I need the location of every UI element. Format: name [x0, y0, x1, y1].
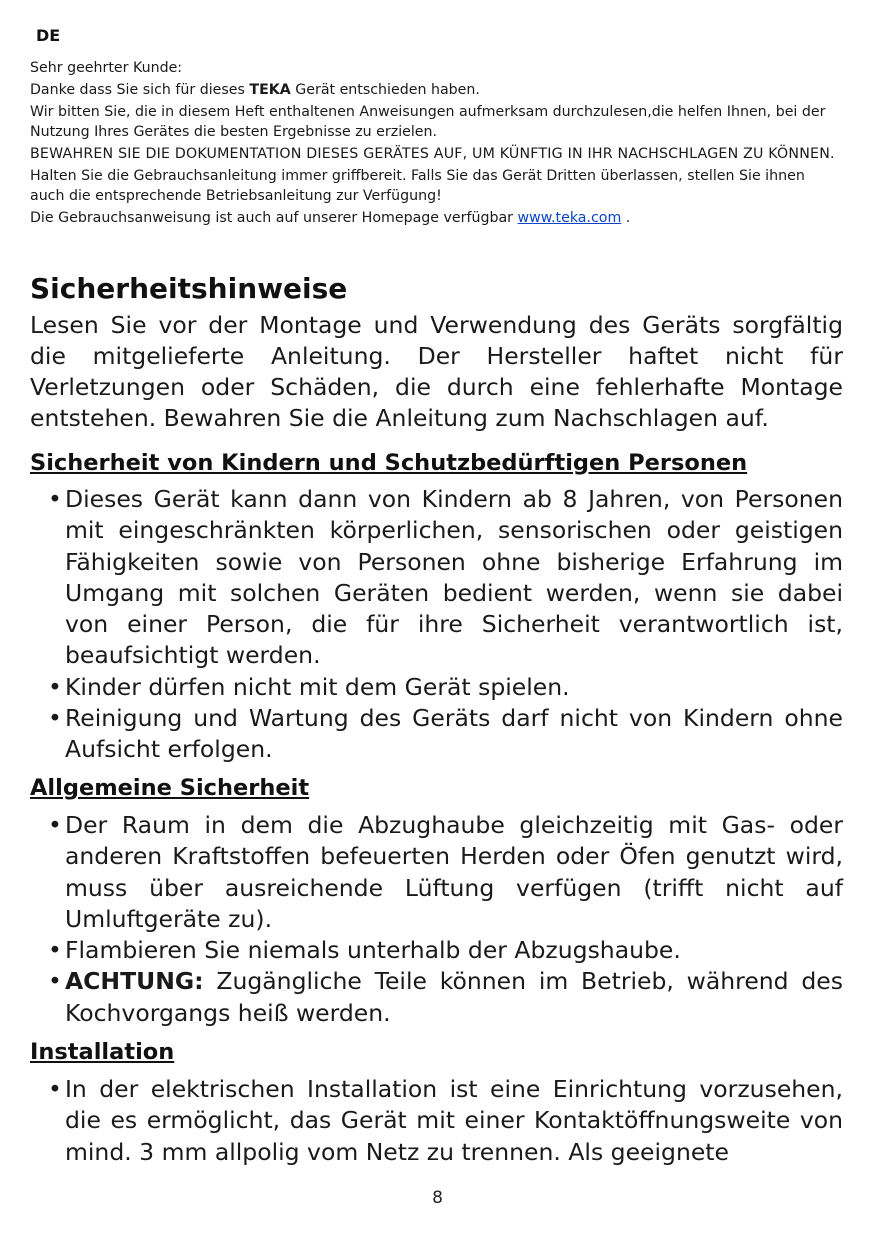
general-list — [30, 810, 843, 1029]
list-item — [30, 484, 843, 672]
homepage-post: . — [621, 210, 631, 226]
bullet: • — [48, 1075, 62, 1103]
list-item-text: Kinder dürfen nicht mit dem Gerät spielen. — [65, 672, 570, 701]
thanks-post: Gerät entschieden haben. — [290, 82, 480, 98]
list-item-text: Dieses Gerät kann dann von Kindern ab 8 Jahren, von Personen mit eingeschränkten körperlichen, sensorischen oder geistigen Fähigkeiten sowie von Personen ohne bisherige Erfahrung im Umgang mit solchen Geräten bedient werden, wenn sie dabei von einer Person, die für ihre Sicherheit verantwortlich ist, beaufsichtigt werden. — [65, 485, 843, 670]
list-item — [30, 966, 843, 1029]
brand-name: TEKA — [249, 82, 291, 98]
bullet: • — [48, 704, 62, 733]
bullet: • — [48, 485, 62, 513]
section-title-installation: Installation — [30, 1039, 175, 1065]
list-item-text: Der Raum in dem die Abzughaube gleichzeitig mit Gas- oder anderen Kraftstoffen befeuerten Herden oder Öfen genutzt wird, muss über ausreichende Lüftung verfügen (trifft nicht auf Umluftgeräte zu). — [65, 811, 843, 933]
list-item — [30, 672, 843, 703]
bullet: • — [48, 967, 62, 996]
section-title-children: Sicherheit von Kindern und Schutzbedürftigen Personen — [30, 450, 748, 476]
intro-block — [30, 58, 843, 230]
language-code: DE — [36, 26, 61, 45]
homepage-link[interactable]: www.teka.com — [517, 210, 622, 226]
bullet: • — [48, 811, 62, 839]
warning-text: Zugängliche Teile können im Betrieb, während des Kochvorgangs heiß werden. — [65, 967, 843, 1027]
bullet: • — [48, 672, 62, 701]
thanks-pre: Danke dass Sie sich für dieses — [30, 82, 250, 98]
read-instructions: Wir bitten Sie, die in diesem Heft enthaltenen Anweisungen aufmerksam durchzulesen,die helfen Ihnen, bei der Nutzung Ihres Gerätes die besten Ergebnisse zu erzielen. — [30, 104, 826, 140]
greeting: Sehr geehrter Kunde: — [30, 60, 183, 76]
list-item — [30, 703, 843, 766]
safety-title: Sicherheitshinweise — [30, 272, 348, 305]
page-number: 8 — [432, 1188, 443, 1208]
list-item — [30, 810, 843, 935]
homepage-pre: Die Gebrauchsanweisung ist auch auf unserer Homepage verfügbar — [30, 210, 518, 226]
keep-documentation: BEWAHREN SIE DIE DOKUMENTATION DIESES GERÄTES AUF, UM KÜNFTIG IN IHR NACHSCHLAGEN ZU KÖNNEN. — [30, 146, 835, 162]
installation-list — [30, 1074, 843, 1168]
thanks-line — [30, 80, 843, 100]
list-item-text: Reinigung und Wartung des Geräts darf nicht von Kindern ohne Aufsicht erfolgen. — [65, 704, 843, 764]
safety-lead: Lesen Sie vor der Montage und Verwendung des Geräts sorgfältig die mitgelieferte Anleitung. Der Hersteller haftet nicht für Verletzungen oder Schäden, die durch eine fehlerhafte Montage entstehen. Bewahren Sie die Anleitung zum Nachschlagen auf. — [30, 311, 843, 432]
children-list — [30, 484, 843, 766]
list-item — [30, 935, 843, 966]
list-item-text: Flambieren Sie niemals unterhalb der Abzugshaube. — [65, 936, 681, 965]
homepage-line — [30, 208, 843, 228]
keep-handy: Halten Sie die Gebrauchsanleitung immer griffbereit. Falls Sie das Gerät Dritten überlassen, stellen Sie ihnen auch die entsprechende Betriebsanleitung zur Verfügung! — [30, 168, 805, 204]
bullet: • — [48, 936, 62, 965]
section-title-general: Allgemeine Sicherheit — [30, 775, 310, 801]
warning-label: ACHTUNG: — [65, 967, 204, 996]
list-item-text: In der elektrischen Installation ist eine Einrichtung vorzusehen, die es ermöglicht, das Gerät mit einer Kontaktöffnungsweite von mind. 3 mm allpolig vom Netz zu trennen. Als geeignete — [65, 1075, 843, 1166]
list-item — [30, 1074, 843, 1168]
